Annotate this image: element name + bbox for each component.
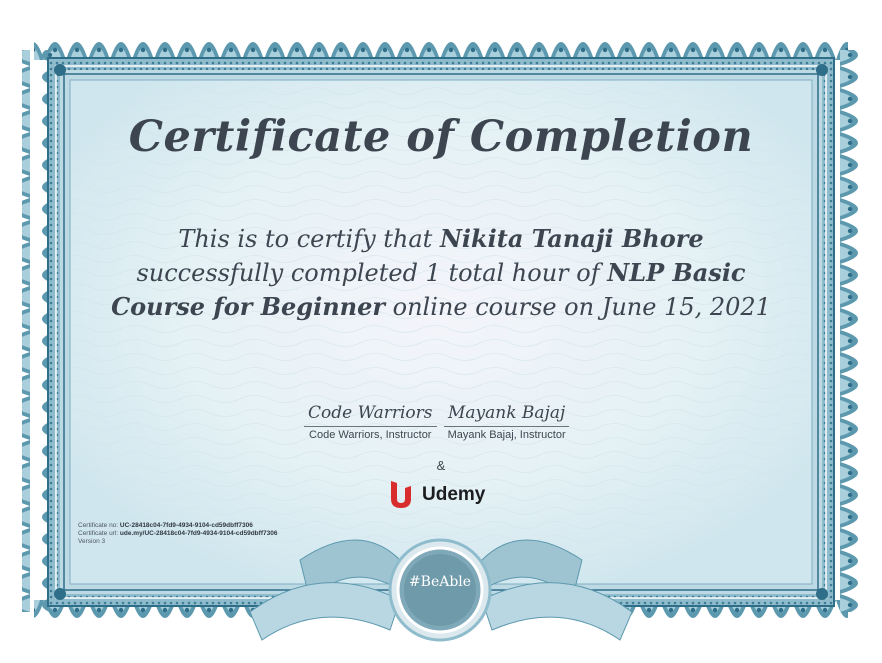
cert-version: Version 3	[78, 538, 106, 545]
statement-middle: successfully completed 1 total hour of	[136, 259, 600, 287]
cert-number: UC-28418c04-7fd9-4934-9104-cd59dbff7306	[119, 522, 253, 529]
certification-statement	[110, 222, 772, 324]
instructor-signature-2	[444, 400, 569, 441]
instructor-signature-1	[304, 400, 437, 441]
course-name: NLP Basic Course for Beginner	[111, 258, 746, 321]
ampersand: &	[436, 458, 446, 473]
statement-suffix: online course on June 15, 2021	[392, 293, 771, 321]
udemy-wordmark: Udemy	[422, 484, 486, 505]
statement-prefix: This is to certify that	[178, 225, 433, 253]
udemy-logo	[386, 477, 485, 513]
signature-code-warriors: Code Warriors	[304, 400, 437, 427]
cert-number-label: Certificate no:	[78, 522, 119, 529]
instructor-caption-2: Mayank Bajaj, Instructor	[447, 429, 566, 441]
beable-badge-icon	[388, 538, 492, 642]
certificate-meta	[78, 522, 277, 546]
cert-url-label: Certificate url:	[78, 530, 119, 537]
instructor-caption-1: Code Warriors, Instructor	[309, 429, 432, 441]
cert-url[interactable]: ude.my/UC-28418c04-7fd9-4934-9104-cd59dbff7306	[119, 530, 278, 537]
udemy-u-logo-icon	[386, 479, 416, 511]
recipient-name: Nikita Tanaji Bhore	[439, 224, 704, 253]
badge-label: #BeAble	[408, 574, 472, 590]
signature-mayank-bajaj: Mayank Bajaj	[444, 400, 569, 427]
certificate-title: Certificate of Completion	[128, 112, 754, 162]
